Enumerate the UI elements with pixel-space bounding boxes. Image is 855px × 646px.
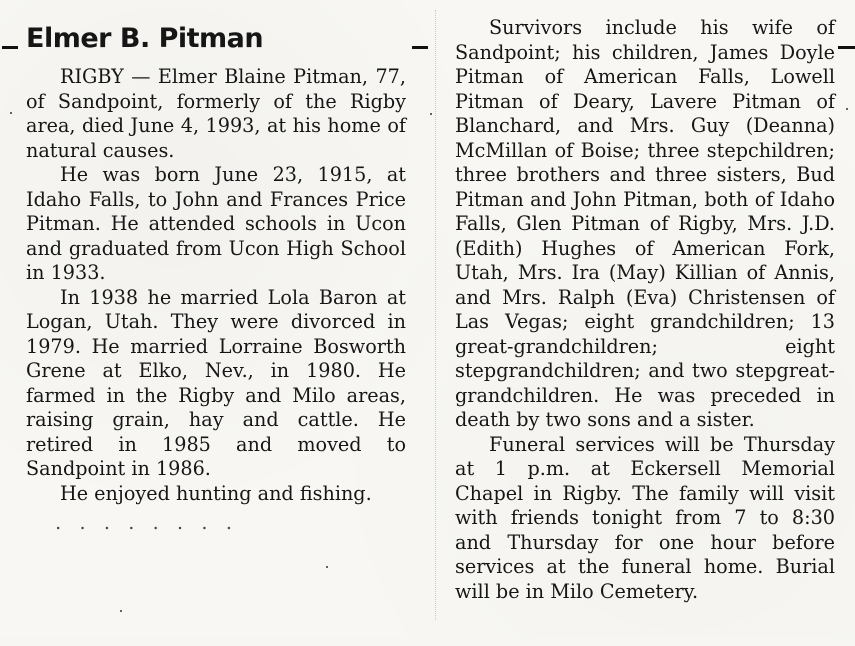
print-speck	[120, 610, 122, 612]
print-speck	[430, 113, 432, 115]
column-marker-dash	[838, 46, 855, 49]
print-speck	[10, 112, 12, 114]
obituary-left-column	[26, 22, 406, 506]
paragraph-birth-education: He was born June 23, 1915, at Idaho Falls, to John and Frances Price Pitman. He attended schools in Ucon and graduated from Ucon High School in 1933.	[26, 163, 406, 284]
print-speck	[326, 566, 328, 568]
cut-off-text-fragment: ․ ․ ․ ․ ․ ․ ․ ․	[55, 512, 239, 534]
obituary-right-column	[455, 16, 835, 604]
column-marker-dash	[2, 46, 18, 49]
paragraph-marriage-career: In 1938 he married Lola Baron at Logan, Utah. They were divorced in 1979. He married Lorraine Bosworth Grene at Elko, Nev., in 1980. He farmed in the Rigby and Milo areas, raising grain, hay and cattle. He retired in 1985 and moved to Sandpoint in 1986.	[26, 285, 406, 480]
paragraph-funeral-services: Funeral services will be Thursday at 1 p.m. at Eckersell Memorial Chapel in Rigby. The family will visit with friends tonight from 7 to 8:30 and Thursday for one hour before services at the funeral home. Burial will be in Milo Cemetery.	[455, 432, 835, 603]
print-speck	[846, 108, 848, 110]
column-marker-dash	[412, 46, 428, 49]
column-divider	[435, 10, 436, 620]
obituary-headline: Elmer B. Pitman	[26, 23, 264, 54]
paragraph-death-notice: RIGBY — Elmer Blaine Pitman, 77, of Sandpoint, formerly of the Rigby area, died June 4, 1993, at his home of natural causes.	[26, 65, 406, 162]
paragraph-hobbies: He enjoyed hunting and fishing.	[60, 481, 372, 505]
clipping-bottom-edge	[0, 632, 855, 646]
paragraph-survivors: Survivors include his wife of Sandpoint; his children, James Doyle Pitman of American Falls, Lowell Pitman of Deary, Lavere Pitman of Blanchard, and Mrs. Guy (Deanna) McMillan of Boise; three stepchildren; three brothers and three sisters, Bud Pitman and John Pitman, both of Idaho Falls, Glen Pitman of Rigby, Mrs. J.D. (Edith) Hughes of American Fork, Utah, Mrs. Ira (May) Killian of Annis, and Mrs. Ralph (Eva) Christensen of Las Vegas; eight grandchildren; 13 great-grandchildren; eight stepgrandchildren; and two stepgreat-grandchildren. He was preceded in death by two sons and a sister.	[455, 16, 835, 431]
